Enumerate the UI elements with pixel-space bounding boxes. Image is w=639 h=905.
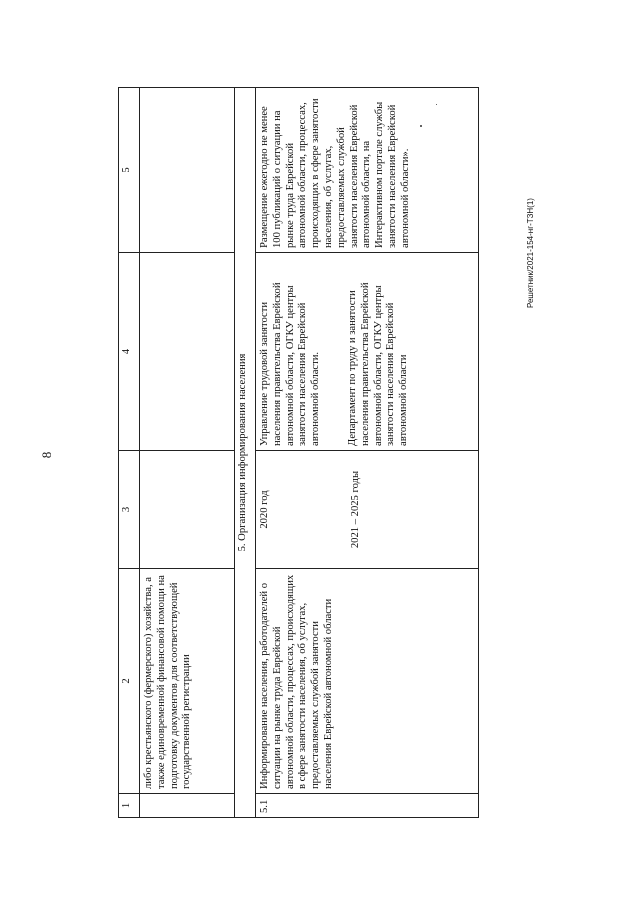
- measures-table: [118, 87, 479, 818]
- continuation-executor-cell: [140, 253, 235, 451]
- header-col-1: 1: [119, 794, 140, 818]
- header-col-3: 3: [119, 451, 140, 569]
- continuation-row: [140, 88, 235, 818]
- scan-speck: [436, 104, 437, 105]
- continuation-result-cell: [140, 88, 235, 253]
- row-period-2: 2021 – 2025 годы: [349, 470, 361, 549]
- scan-speck: [420, 125, 422, 127]
- table-header-row: [119, 88, 140, 818]
- document-reference: Решетник/2021-154-нг-ТЗН(1): [526, 198, 535, 308]
- header-col-2: 2: [119, 569, 140, 794]
- rotated-page-content: [118, 88, 468, 818]
- continuation-number-cell: [140, 794, 235, 818]
- row-executor-cell: [256, 253, 479, 451]
- continuation-description: либо крестьянского (фермерского) хозяйства, а также единовременной финансовой помощи на подготовку документов для соответствующей государственной регистрации: [140, 569, 235, 794]
- row-result: Размещение ежегодно не менее 100 публикаций о ситуации на рынке труда Еврейской автономной области, процессах, происходящих в сфере занятости населения, об услугах, предоставляемых службой занятости населения Еврейской автономной области, на Интерактивном портале службы занятости населения Еврейской автономной области».: [256, 88, 479, 253]
- row-period-cell: [256, 451, 479, 569]
- table-row: [256, 88, 479, 818]
- section-title: 5. Организация информирования населения: [235, 88, 256, 818]
- row-executor-2: Департамент по труду и занятости населения правительства Еврейской автономной области, ОГКУ центры занятости населения Еврейской автономной области: [346, 282, 410, 446]
- row-number: 5.1: [256, 794, 479, 818]
- section-row: [235, 88, 256, 818]
- header-col-4: 4: [119, 253, 140, 451]
- page-number: 8: [39, 451, 54, 459]
- continuation-period-cell: [140, 451, 235, 569]
- header-col-5: 5: [119, 88, 140, 253]
- row-period-1: 2020 год: [259, 490, 270, 529]
- row-description: Информирование населения, работодателей о ситуации на рынке труда Еврейской автономной области, процессах, происходящих в сфере занятости населения, об услугах, предоставляемых службой занятости населения Еврейской автономной области: [256, 569, 479, 794]
- row-executor-1: Управление трудовой занятости населения правительства Еврейской автономной области, ОГКУ центры занятости населения Еврейской автономной области.: [259, 282, 322, 446]
